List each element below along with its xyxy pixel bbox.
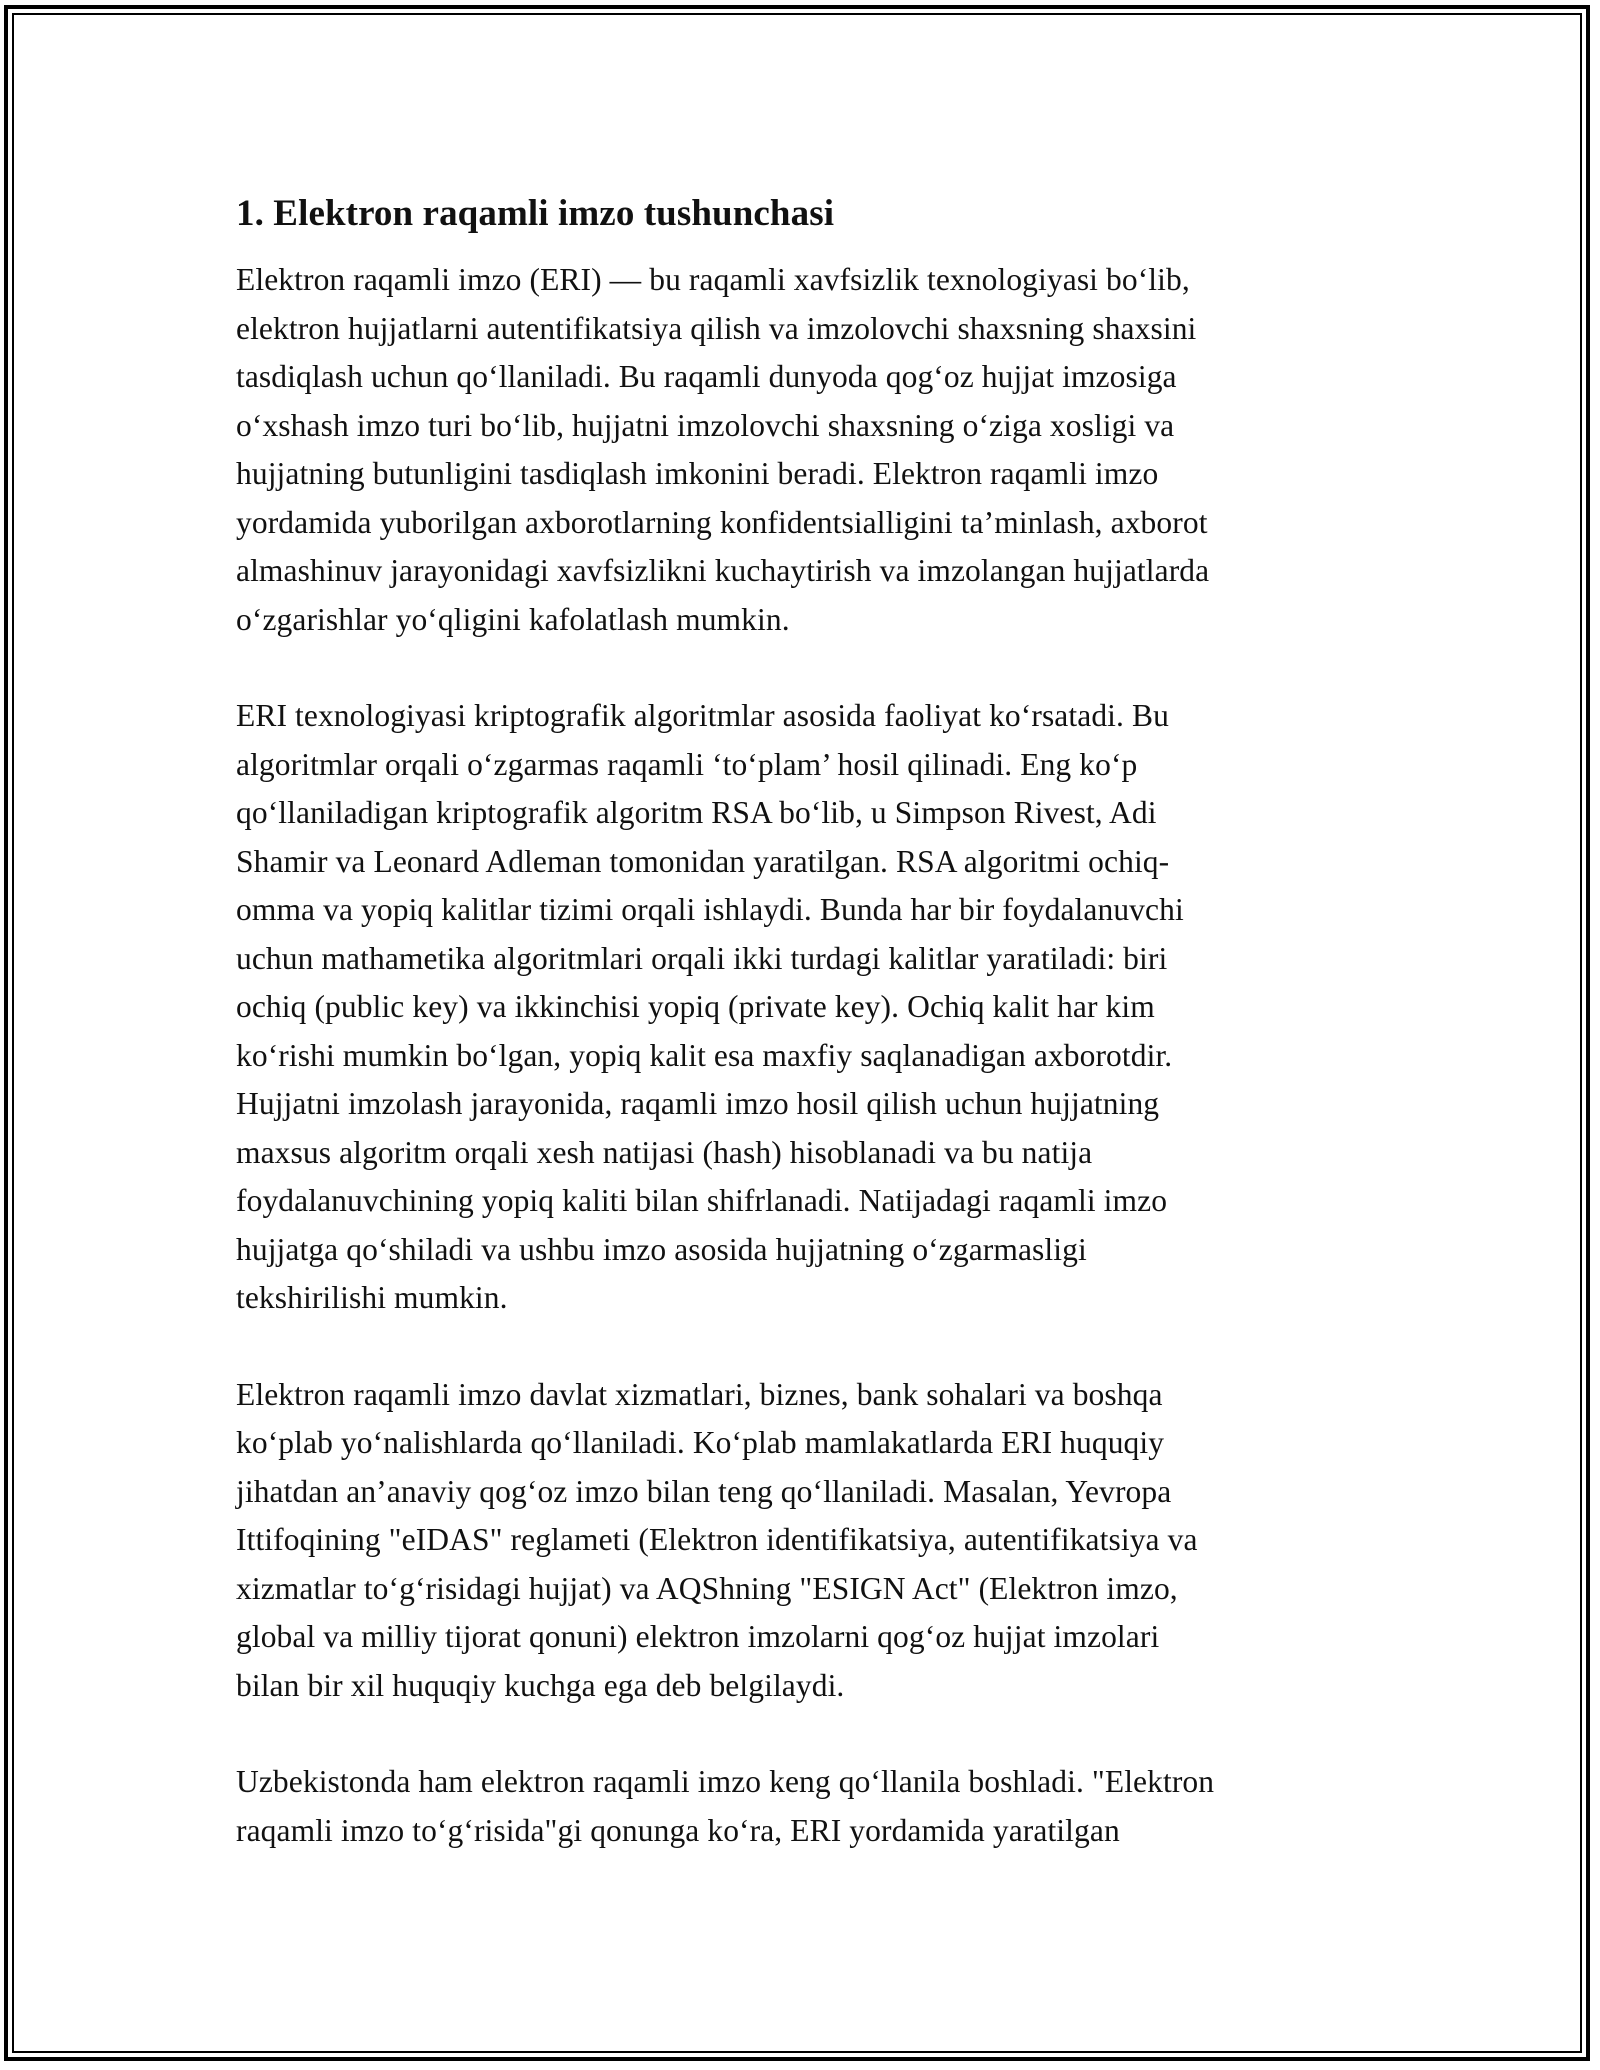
text-line: yordamida yuborilgan axborotlarning konfidentsialligini ta’minlash, axborot: [236, 504, 1208, 540]
text-line: Shamir va Leonard Adleman tomonidan yaratilgan. RSA algoritmi ochiq-: [236, 843, 1170, 879]
text-line: omma va yopiq kalitlar tizimi orqali ishlaydi. Bunda har bir foydalanuvchi: [236, 892, 1184, 927]
text-line: Ittifoqining "eIDAS" reglameti (Elektron identifikatsiya, autentifikatsiya va: [236, 1522, 1198, 1557]
paragraph-legal-usage: [236, 1371, 1386, 1711]
text-line: ko‘rishi mumkin bo‘lgan, yopiq kalit esa maxfiy saqlanadigan axborotdir.: [236, 1037, 1173, 1073]
text-line: hujjatning butunligini tasdiqlash imkonini beradi. Elektron raqamli imzo: [236, 456, 1159, 491]
text-line: jihatdan an’anaviy qog‘oz imzo bilan teng qo‘llaniladi. Masalan, Yevropa: [236, 1473, 1172, 1509]
text-line: ko‘plab yo‘nalishlarda qo‘llaniladi. Ko‘plab mamlakatlarda ERI huquqiy: [236, 1425, 1165, 1460]
text-line: o‘zgarishlar yo‘qligini kafolatlash mumkin.: [236, 601, 790, 637]
text-line: xizmatlar to‘g‘risidagi hujjat) va AQShning "ESIGN Act" (Elektron imzo,: [236, 1570, 1178, 1606]
text-line: o‘xshash imzo turi bo‘lib, hujjatni imzolovchi shaxsning o‘ziga xosligi va: [236, 407, 1175, 443]
text-line: maxsus algoritm orqali xesh natijasi (hash) hisoblanadi va bu natija: [236, 1134, 1093, 1170]
text-line: tasdiqlash uchun qo‘llaniladi. Bu raqamli dunyoda qog‘oz hujjat imzosiga: [236, 359, 1177, 394]
text-line: algoritmlar orqali o‘zgarmas raqamli ‘to‘plam’ hosil qilinadi. Eng ko‘p: [236, 746, 1138, 782]
text-line: global va milliy tijorat qonuni) elektron imzolarni qog‘oz hujjat imzolari: [236, 1619, 1160, 1654]
paragraph-eri-definition: [236, 256, 1386, 644]
text-line: hujjatga qo‘shiladi va ushbu imzo asosida hujjatning o‘zgarmasligi: [236, 1231, 1087, 1267]
text-line: raqamli imzo to‘g‘risida"gi qonunga ko‘ra, ERI yordamida yaratilgan: [236, 1812, 1120, 1848]
text-line: qo‘llaniladigan kriptografik algoritm RSA bo‘lib, u Simpson Rivest, Adi: [236, 795, 1157, 830]
text-line: uchun mathametika algoritmlari orqali ikki turdagi kalitlar yaratiladi: biri: [236, 940, 1168, 976]
text-line: elektron hujjatlarni autentifikatsiya qilish va imzolovchi shaxsning shaxsini: [236, 310, 1197, 346]
text-line: tekshirilishi mumkin.: [236, 1280, 508, 1315]
text-line: ERI texnologiyasi kriptografik algoritmlar asosida faoliyat ko‘rsatadi. Bu: [236, 698, 1169, 733]
text-line: Uzbekistonda ham elektron raqamli imzo keng qo‘llanila boshladi. "Elektron: [236, 1764, 1215, 1799]
text-line: almashinuv jarayonidagi xavfsizlikni kuchaytirish va imzolangan hujjatlarda: [236, 553, 1210, 588]
paragraph-uzbekistan: [236, 1758, 1386, 1855]
paragraph-cryptography: [236, 692, 1386, 1323]
text-line: bilan bir xil huquqiy kuchga ega deb belgilaydi.: [236, 1667, 845, 1703]
text-line: Elektron raqamli imzo davlat xizmatlari, biznes, bank sohalari va boshqa: [236, 1376, 1163, 1412]
document-body: [236, 188, 1386, 1903]
text-line: Elektron raqamli imzo (ERI) — bu raqamli xavfsizlik texnologiyasi bo‘lib,: [236, 262, 1190, 297]
text-line: ochiq (public key) va ikkinchisi yopiq (private key). Ochiq kalit har kim: [236, 989, 1155, 1024]
text-line: Hujjatni imzolash jarayonida, raqamli imzo hosil qilish uchun hujjatning: [236, 1086, 1160, 1121]
section-heading: 1. Elektron raqamli imzo tushunchasi: [236, 193, 835, 234]
text-line: foydalanuvchining yopiq kaliti bilan shifrlanadi. Natijadagi raqamli imzo: [236, 1183, 1168, 1218]
